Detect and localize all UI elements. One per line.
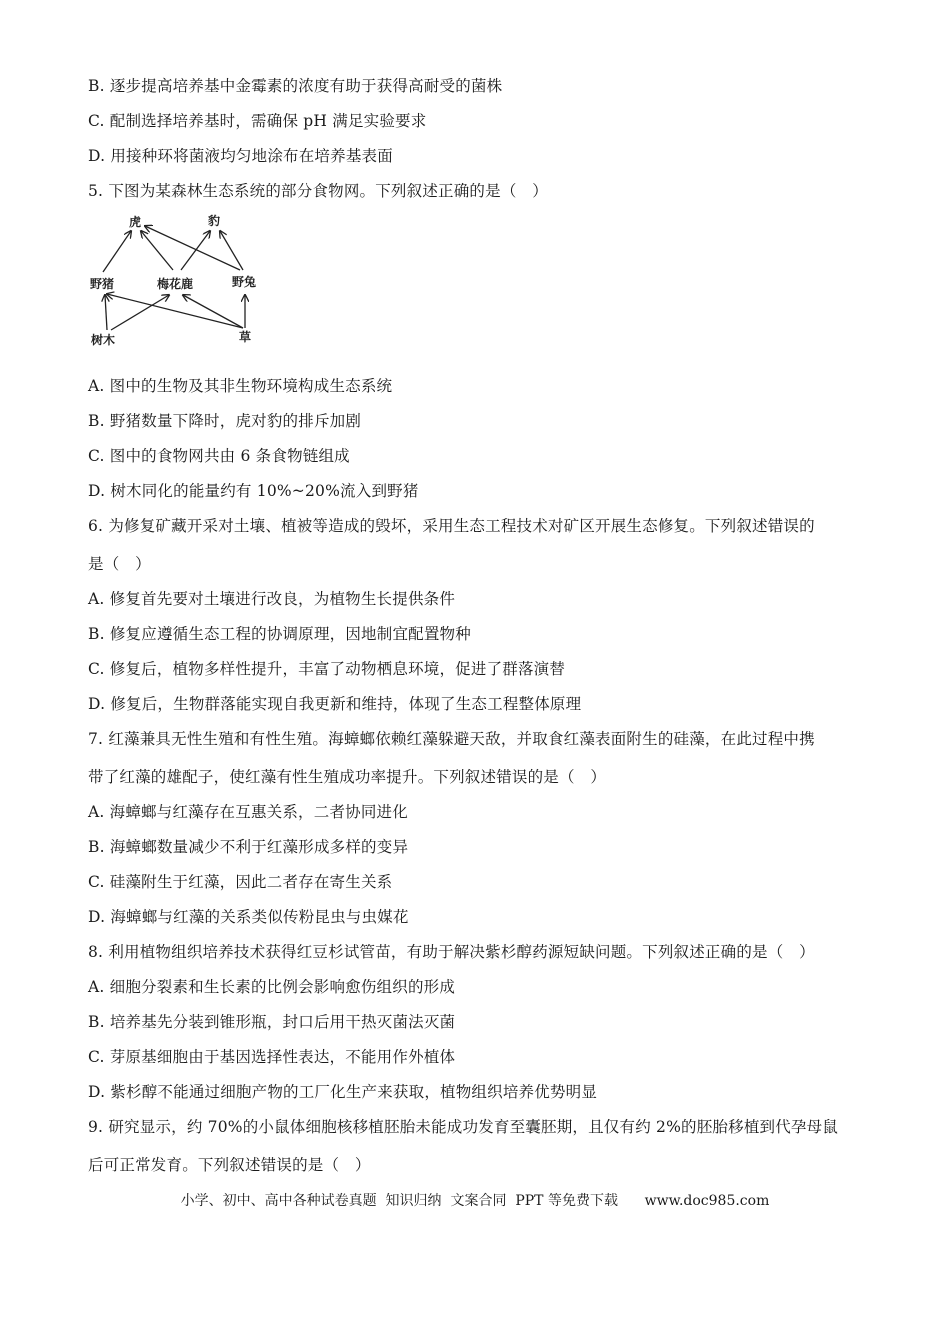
q8-stem: 8. 利用植物组织培养技术获得红豆杉试管苗，有助于解决紫杉醇药源短缺问题。下列叙述正确的是（ ） xyxy=(88,943,815,961)
q5-option-c: C. 图中的食物网共由 6 条食物链组成 xyxy=(88,447,350,465)
q7-stem-line2: 带了红藻的雄配子，使红藻有性生殖成功率提升。下列叙述错误的是（ ） xyxy=(88,768,607,786)
q7-option-a: A. 海蟑螂与红藻存在互惠关系，二者协同进化 xyxy=(88,803,408,821)
q5-option-a: A. 图中的生物及其非生物环境构成生态系统 xyxy=(88,377,393,395)
node-deer: 梅花鹿 xyxy=(157,277,194,291)
food-web-diagram xyxy=(85,208,275,353)
node-hare: 野兔 xyxy=(232,275,257,289)
edge-hare-leopard xyxy=(220,231,243,270)
edge-tree-boar xyxy=(105,295,107,330)
q8-option-a: A. 细胞分裂素和生长素的比例会影响愈伤组织的形成 xyxy=(88,978,456,996)
q8-option-d: D. 紫杉醇不能通过细胞产物的工厂化生产来获取，植物组织培养优势明显 xyxy=(88,1083,598,1101)
q6-stem-line2: 是（ ） xyxy=(88,555,151,573)
q8-option-b: B. 培养基先分装到锥形瓶，封口后用干热灭菌法灭菌 xyxy=(88,1013,456,1031)
node-boar: 野猪 xyxy=(90,277,115,291)
q7-option-b: B. 海蟑螂数量减少不利于红藻形成多样的变异 xyxy=(88,838,409,856)
node-leopard: 豹 xyxy=(208,214,221,228)
q6-option-c: C. 修复后，植物多样性提升，丰富了动物栖息环境，促进了群落演替 xyxy=(88,660,566,678)
q6-option-b: B. 修复应遵循生态工程的协调原理，因地制宜配置物种 xyxy=(88,625,471,643)
q5-option-d: D. 树木同化的能量约有 10%~20%流入到野猪 xyxy=(88,482,419,500)
q7-option-d: D. 海蟑螂与红藻的关系类似传粉昆虫与虫媒花 xyxy=(88,908,409,926)
q8-option-c: C. 芽原基细胞由于基因选择性表达，不能用作外植体 xyxy=(88,1048,456,1066)
q6-stem-line1: 6. 为修复矿藏开采对土壤、植被等造成的毁坏，采用生态工程技术对矿区开展生态修复。下列叙述错误的 xyxy=(88,517,815,535)
q4-option-b: B. 逐步提高培养基中金霉素的浓度有助于获得高耐受的菌株 xyxy=(88,77,503,95)
q5-stem: 5. 下图为某森林生态系统的部分食物网。下列叙述正确的是（ ） xyxy=(88,182,548,200)
page-footer: 小学、初中、高中各种试卷真题 知识归纳 文案合同 PPT 等免费下载 www.doc985.com xyxy=(180,1193,770,1209)
q4-option-d: D. 用接种环将菌液均匀地涂布在培养基表面 xyxy=(88,147,393,165)
q7-option-c: C. 硅藻附生于红藻，因此二者存在寄生关系 xyxy=(88,873,393,891)
edge-deer-leopard xyxy=(181,231,210,270)
edge-grass-boar xyxy=(107,294,243,328)
q5-option-b: B. 野猪数量下降时，虎对豹的排斥加剧 xyxy=(88,412,362,430)
node-tiger: 虎 xyxy=(129,215,142,229)
q6-option-d: D. 修复后，生物群落能实现自我更新和维持，体现了生态工程整体原理 xyxy=(88,695,582,713)
edge-hare-tiger xyxy=(145,226,240,270)
q7-stem-line1: 7. 红藻兼具无性生殖和有性生殖。海蟑螂依赖红藻躲避天敌，并取食红藻表面附生的硅藻，在此过程中携 xyxy=(88,730,815,748)
node-grass: 草 xyxy=(239,330,252,344)
node-tree: 树木 xyxy=(91,333,116,347)
q9-stem-line1: 9. 研究显示，约 70%的小鼠体细胞核移植胚胎未能成功发育至囊胚期，且仅有约 2%的胚胎移植到代孕母鼠 xyxy=(88,1118,839,1136)
edge-boar-tiger xyxy=(103,231,131,272)
edge-tree-deer xyxy=(111,295,169,330)
edge-grass-deer xyxy=(183,295,243,328)
q4-option-c: C. 配制选择培养基时，需确保 pH 满足实验要求 xyxy=(88,112,427,130)
q6-option-a: A. 修复首先要对土壤进行改良，为植物生长提供条件 xyxy=(88,590,456,608)
q9-stem-line2: 后可正常发育。下列叙述错误的是（ ） xyxy=(88,1156,371,1174)
